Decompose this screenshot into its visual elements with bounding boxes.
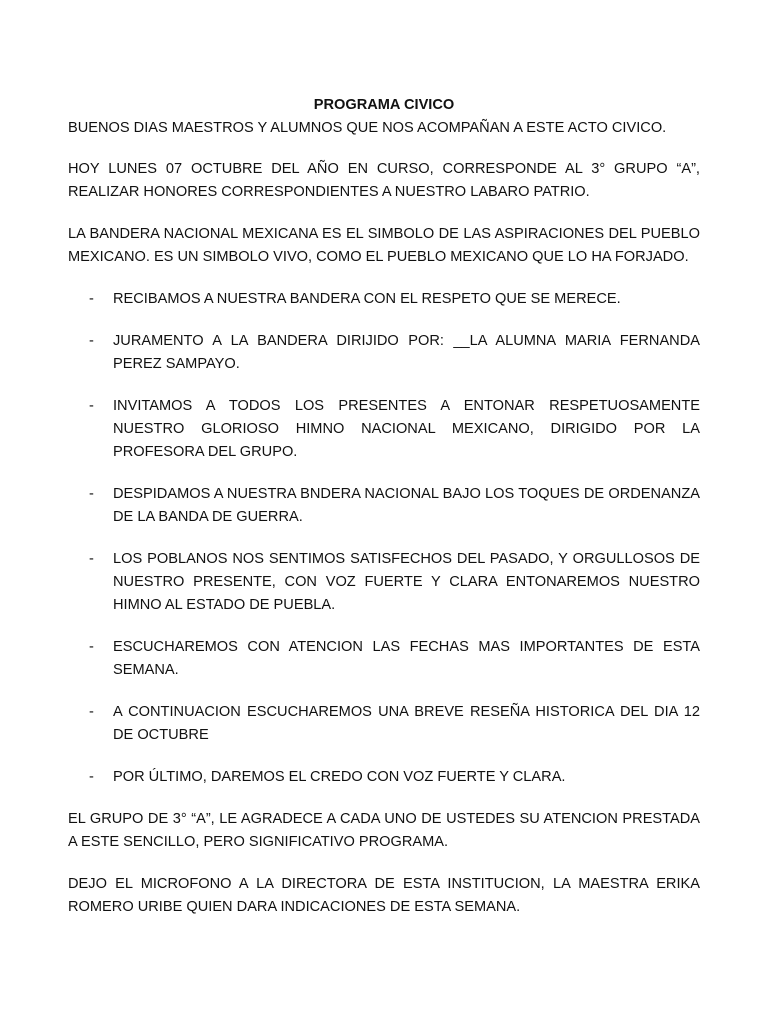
closing-paragraph: DEJO EL MICROFONO A LA DIRECTORA DE ESTA INSTITUCION, LA MAESTRA ERIKA ROMERO URIBE QUIEN DARA INDICACIONES DE ESTA SEMANA.	[68, 876, 700, 915]
bullet-dash: -	[89, 769, 94, 785]
list-item	[68, 288, 700, 311]
bullet-dash: -	[89, 486, 94, 502]
list-item	[68, 548, 700, 617]
list-item	[68, 330, 700, 376]
bullet-dash: -	[89, 398, 94, 414]
list-item-text: ESCUCHAREMOS CON ATENCION LAS FECHAS MAS IMPORTANTES DE ESTA SEMANA.	[113, 639, 700, 678]
list-item	[68, 636, 700, 682]
list-item-text: INVITAMOS A TODOS LOS PRESENTES A ENTONAR RESPETUOSAMENTE NUESTRO GLORIOSO HIMNO NACIONAL MEXICANO, DIRIGIDO POR LA PROFESORA DEL GRUPO.	[113, 398, 700, 460]
list-item	[68, 395, 700, 464]
thanks-paragraph: EL GRUPO DE 3° “A”, LE AGRADECE A CADA UNO DE USTEDES SU ATENCION PRESTADA A ESTE SENCILLO, PERO SIGNIFICATIVO PROGRAMA.	[68, 811, 700, 850]
greeting-paragraph: BUENOS DIAS MAESTROS Y ALUMNOS QUE NOS ACOMPAÑAN A ESTE ACTO CIVICO.	[68, 120, 667, 136]
list-item-text: POR ÚLTIMO, DAREMOS EL CREDO CON VOZ FUERTE Y CLARA.	[113, 769, 566, 785]
program-list	[68, 288, 700, 789]
bullet-dash: -	[89, 551, 94, 567]
intro-paragraph: HOY LUNES 07 OCTUBRE DEL AÑO EN CURSO, CORRESPONDE AL 3° GRUPO “A”, REALIZAR HONORES CORRESPONDIENTES A NUESTRO LABARO PATRIO.	[68, 161, 700, 200]
bullet-dash: -	[89, 704, 94, 720]
document-page	[68, 94, 700, 938]
bullet-dash: -	[89, 333, 94, 349]
bullet-dash: -	[89, 291, 94, 307]
list-item-text: DESPIDAMOS A NUESTRA BNDERA NACIONAL BAJO LOS TOQUES DE ORDENANZA DE LA BANDA DE GUERRA.	[113, 486, 700, 525]
list-item	[68, 701, 700, 747]
bullet-dash: -	[89, 639, 94, 655]
list-item-text: LOS POBLANOS NOS SENTIMOS SATISFECHOS DEL PASADO, Y ORGULLOSOS DE NUESTRO PRESENTE, CON VOZ FUERTE Y CLARA ENTONAREMOS NUESTRO HIMNO AL ESTADO DE PUEBLA.	[113, 551, 700, 613]
list-item-text: A CONTINUACION ESCUCHAREMOS UNA BREVE RESEÑA HISTORICA DEL DIA 12 DE OCTUBRE	[113, 704, 700, 743]
list-item-text: JURAMENTO A LA BANDERA DIRIJIDO POR: __LA ALUMNA MARIA FERNANDA PEREZ SAMPAYO.	[113, 333, 700, 372]
list-item	[68, 483, 700, 529]
list-item-text: RECIBAMOS A NUESTRA BANDERA CON EL RESPETO QUE SE MERECE.	[113, 291, 621, 307]
document-title: PROGRAMA CIVICO	[313, 97, 455, 113]
flag-paragraph: LA BANDERA NACIONAL MEXICANA ES EL SIMBOLO DE LAS ASPIRACIONES DEL PUEBLO MEXICANO. ES UN SIMBOLO VIVO, COMO EL PUEBLO MEXICANO QUE LO HA FORJADO.	[68, 226, 700, 265]
list-item	[68, 766, 700, 789]
